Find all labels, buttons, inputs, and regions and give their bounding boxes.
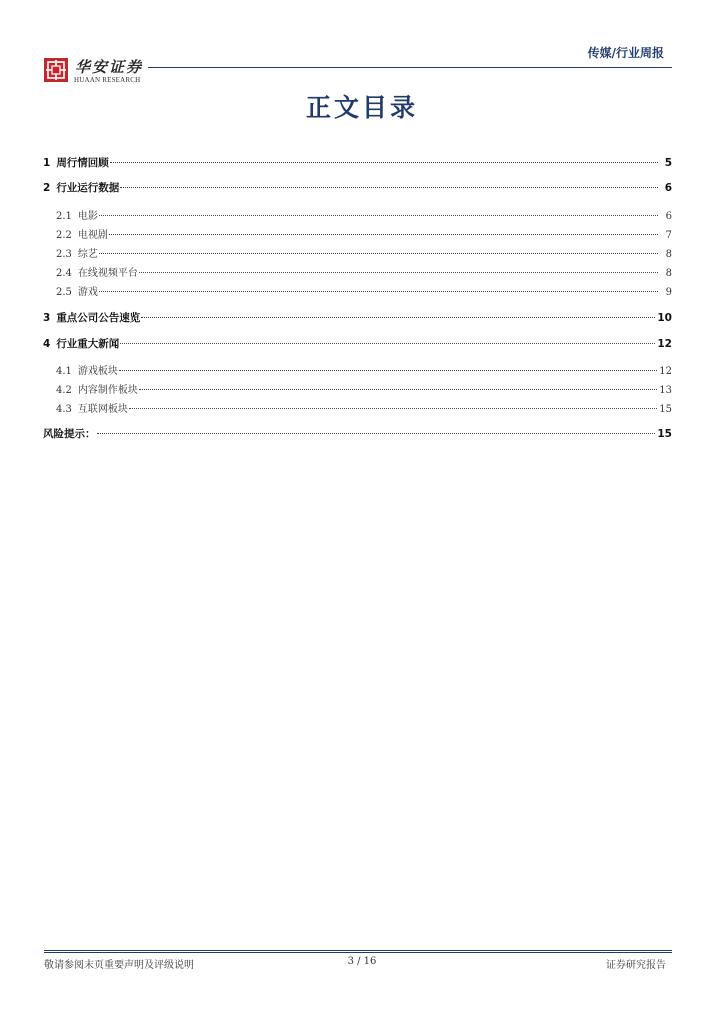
toc-entry-label: 周行情回顾 [56,157,109,169]
footer-report-type: 证券研究报告 [606,960,666,971]
toc-entry-label: 游戏 [77,287,98,298]
toc-entry-number: 4.2 [56,385,72,396]
toc-entry-page: 5 [664,157,672,169]
toc-dot-leader [129,408,657,409]
page-title: 正文目录 [305,93,418,122]
toc-entry-page: 15 [657,428,672,440]
header-divider [148,67,672,68]
toc-dot-leader [139,389,657,390]
toc-entry-label: 风险提示： [43,428,96,440]
footer-divider-secondary [44,952,672,953]
toc-entry-number: 4.1 [56,366,72,377]
toc-entry-label: 电影 [77,211,98,222]
toc-entry-number: 4.3 [56,404,72,415]
toc-dot-leader [120,343,655,344]
toc-entry[interactable] [56,264,672,279]
toc-entry-label: 在线视频平台 [77,268,138,279]
toc-entry-page: 6 [665,211,672,222]
toc-entry-number: 2 [43,182,51,194]
toc-entry[interactable] [56,226,672,241]
toc-entry-label: 行业重大新闻 [56,338,120,350]
toc-entry[interactable] [56,400,672,415]
toc-entry-number: 2.5 [56,287,72,298]
toc-dot-leader [139,272,658,273]
toc-entry-label: 内容制作板块 [77,385,138,396]
toc-dot-leader [97,433,656,434]
toc-entry-label: 综艺 [77,249,98,260]
toc-entry-page: 10 [657,312,672,324]
toc-entry-page: 8 [665,268,672,279]
toc-entry-page: 12 [657,338,672,350]
toc-entry[interactable] [56,283,672,298]
toc-entry-number: 3 [43,312,51,324]
footer-disclaimer: 敬请参阅末页重要声明及评级说明 [44,960,194,971]
toc-dot-leader [110,162,658,163]
toc-entry-label: 电视剧 [77,230,108,241]
brand-name: 华安证券 [75,58,144,76]
huaan-logo-icon [44,58,68,82]
toc-entry-page: 8 [665,249,672,260]
toc-entry-label: 行业运行数据 [56,182,120,194]
toc-entry[interactable] [43,180,672,195]
toc-entry[interactable] [56,362,672,377]
toc-entry-page: 6 [664,182,672,194]
toc-dot-leader [99,253,658,254]
toc-entry-number: 1 [43,157,51,169]
toc-dot-leader [119,370,657,371]
toc-entry[interactable] [56,207,672,222]
toc-entry-label: 重点公司公告速览 [56,312,141,324]
toc-entry-label: 互联网板块 [77,404,128,415]
toc-entry[interactable] [43,426,672,441]
report-category-tag: 传媒/行业周报 [587,46,664,60]
brand-english-name: HUAAN RESEARCH [74,76,141,84]
toc-entry-number: 2.4 [56,268,72,279]
toc-entry-number: 2.3 [56,249,72,260]
toc-dot-leader [141,317,655,318]
toc-entry[interactable] [43,310,672,325]
toc-entry[interactable] [43,155,672,170]
toc-entry[interactable] [56,381,672,396]
toc-entry-page: 9 [665,287,672,298]
toc-entry[interactable] [56,245,672,260]
toc-entry-number: 2.2 [56,230,72,241]
toc-dot-leader [99,215,658,216]
toc-entry-label: 游戏板块 [77,366,118,377]
toc-dot-leader [109,234,658,235]
toc-entry-number: 4 [43,338,51,350]
toc-dot-leader [120,187,658,188]
toc-entry-page: 12 [659,366,672,377]
page-number: 3 / 16 [347,956,377,967]
footer-divider [44,950,672,951]
toc-entry-page: 13 [659,385,672,396]
toc-entry[interactable] [43,336,672,351]
toc-entry-page: 7 [665,230,672,241]
toc-entry-page: 15 [659,404,672,415]
toc-dot-leader [99,291,658,292]
toc-entry-number: 2.1 [56,211,72,222]
